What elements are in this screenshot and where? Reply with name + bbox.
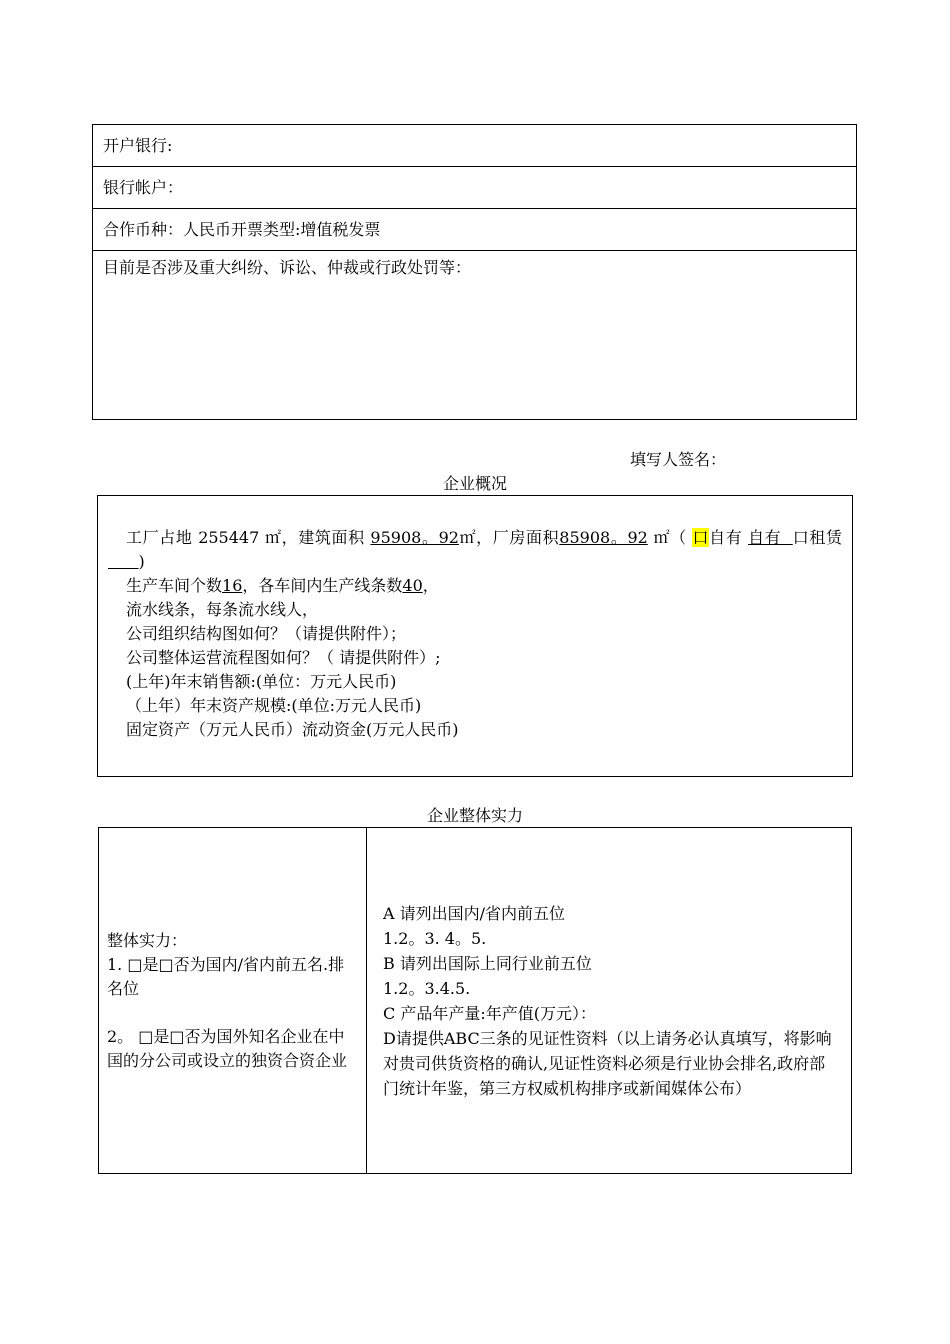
strength-title: 企业整体实力: [426, 806, 523, 825]
strength-table: [98, 827, 852, 1174]
checkbox-icon: 口: [692, 528, 710, 547]
disputes-row: 目前是否涉及重大纠纷、诉讼、仲裁或行政处罚等：: [103, 258, 472, 277]
workshop-count: 16: [222, 576, 243, 595]
strength-left-item-1: 1. □是□否为国内/省内前五名.排名位: [107, 954, 345, 998]
overview-line-4: 公司组织结构图如何？（请提供附件）；: [126, 624, 407, 643]
overview-line-2: 生产车间个数16，各车间内生产线条数40，: [126, 576, 439, 595]
strength-left-cell: [99, 828, 367, 1173]
bank-info-table: [92, 124, 857, 420]
strength-right-b-items: 1.2。3.4.5.: [383, 978, 471, 998]
strength-left-item-2: 2。 □是□否为国外知名企业在中国的分公司或设立的独资合资企业: [107, 1026, 348, 1070]
building-area-value: 95908。92: [370, 528, 459, 547]
strength-right-cell: [367, 828, 851, 1173]
overview-line-5: 公司整体运营流程图如何？（ 请提供附件）;: [126, 648, 441, 667]
line-count: 40: [402, 576, 423, 595]
account-row: 银行帐户：: [93, 167, 856, 209]
overview-line-6: (上年)年末销售额:(单位：万元人民币): [126, 672, 397, 691]
strength-right-c: C 产品年产量:年产值(万元）：: [383, 1003, 596, 1023]
strength-right-d: D请提供ABC三条的见证性资料（以上请务必认真填写，将影响对贵司供货资格的确认,见证性资料必须是行业协会排名,政府部门统计年鉴，第三方权威机构排序或新闻媒体公布）: [383, 1028, 832, 1098]
strength-left-title: 整体实力：: [107, 930, 188, 950]
overview-line-3: 流水线条，每条流水线人，: [126, 600, 319, 619]
strength-right-a-items: 1.2。3. 4。5.: [383, 928, 487, 948]
overview-line-7: （上年）年末资产规模:(单位:万元人民币): [126, 696, 422, 715]
strength-right-b: B 请列出国际上同行业前五位: [383, 953, 592, 973]
strength-right-a: A 请列出国内/省内前五位: [383, 903, 566, 923]
overview-line-8: 固定资产（万元人民币）流动资金(万元人民币): [126, 720, 459, 739]
overview-title: 企业概况: [442, 474, 507, 493]
currency-invoice-row: 合作币种：人民币开票类型:增值税发票: [93, 209, 856, 251]
bank-row: 开户银行:: [93, 125, 856, 167]
overview-box: [97, 495, 853, 777]
signature-label: 填写人签名：: [630, 450, 727, 469]
plant-area-value: 85908。92: [559, 528, 648, 547]
overview-line-1: 工厂占地 255447 ㎡，建筑面积 95908。92㎡，厂房面积85908。92 ㎡（ 口自有 自有 口租赁 ): [126, 528, 842, 571]
